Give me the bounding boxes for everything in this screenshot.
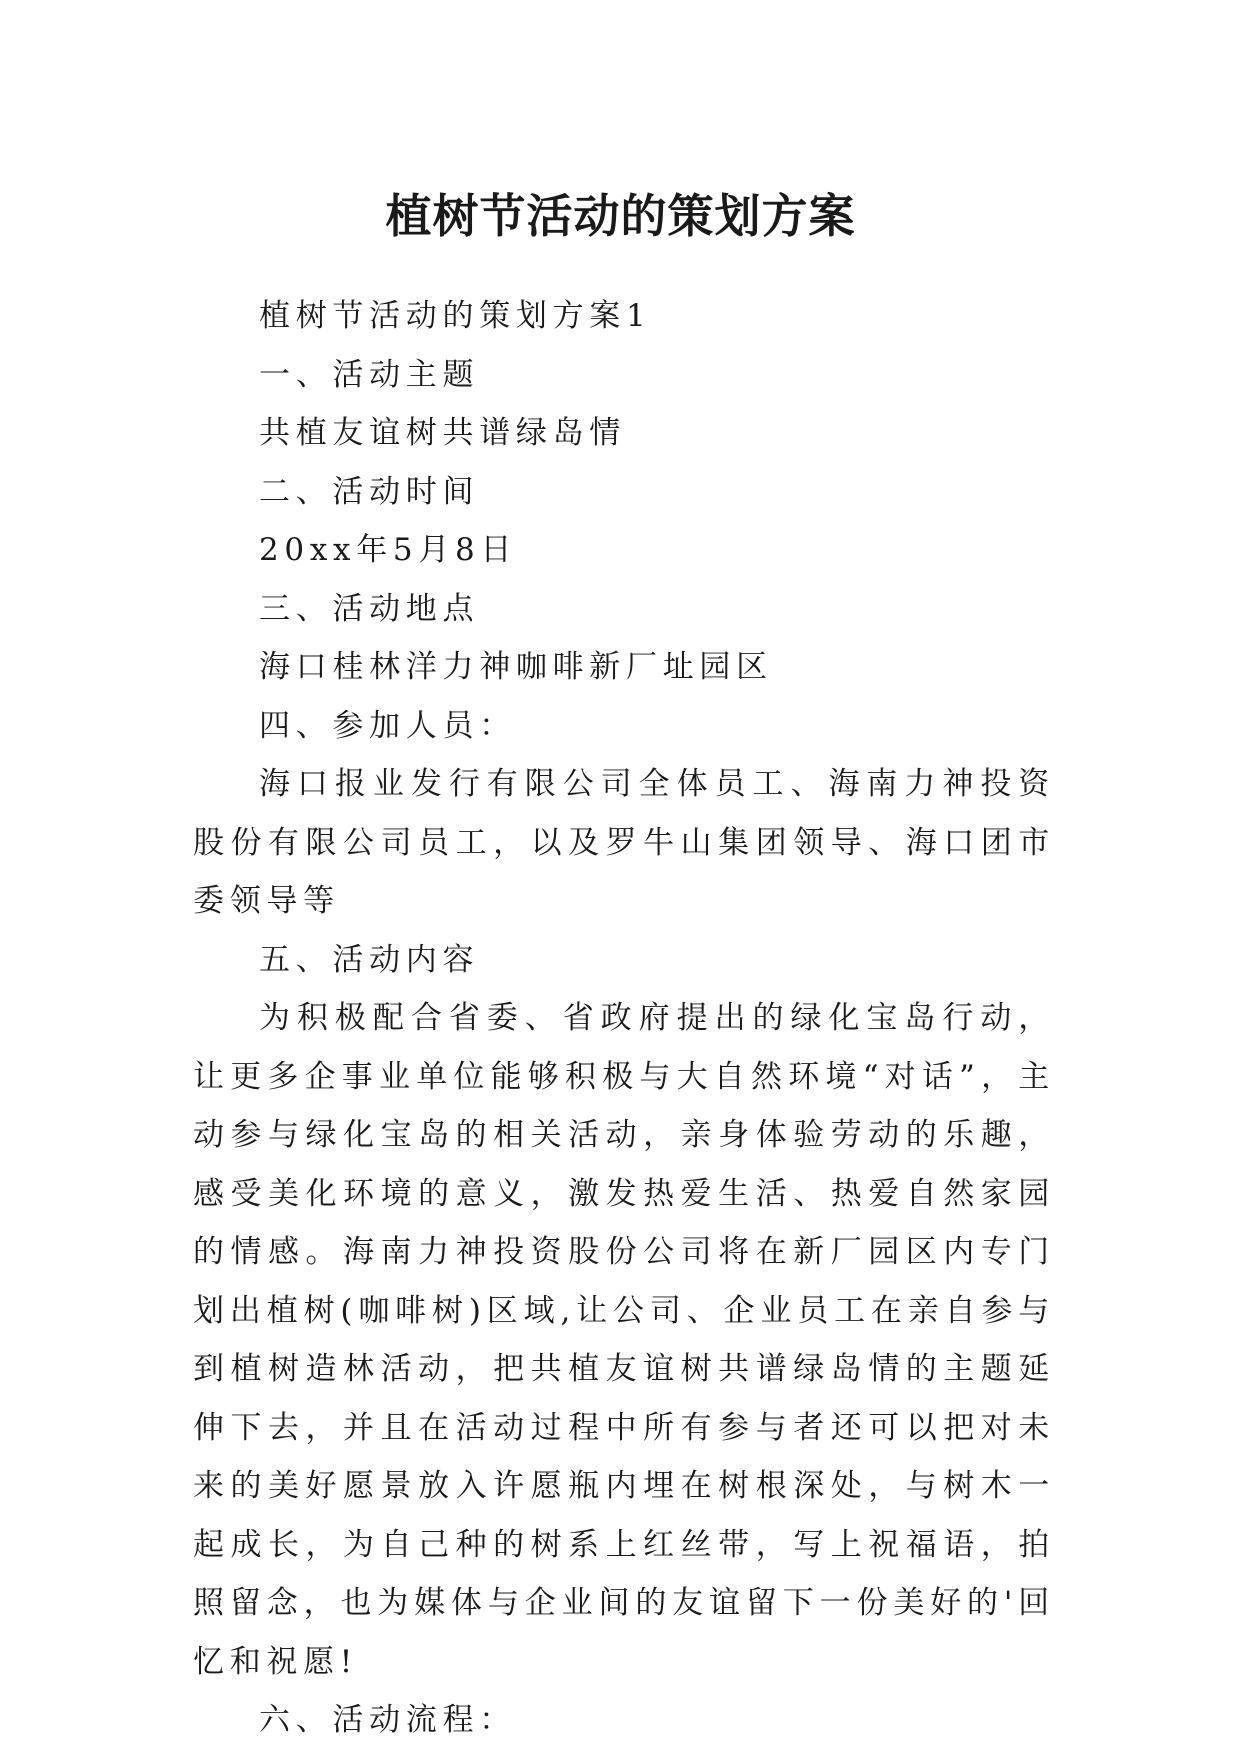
time-text: 20xx年5月8日 bbox=[259, 532, 518, 568]
section-heading-time: 二、活动时间 bbox=[259, 473, 480, 510]
section-heading-participants: 四、参加人员： bbox=[259, 707, 516, 744]
theme-text: 共植友谊树共谱绿岛情 bbox=[259, 415, 626, 451]
section-heading-theme: 一、活动主题 bbox=[259, 356, 480, 393]
plan-subtitle: 植树节活动的策划方案1 bbox=[259, 298, 652, 334]
section-heading-location: 三、活动地点 bbox=[259, 590, 480, 627]
document-body bbox=[193, 287, 1055, 1750]
document-title: 植树节活动的策划方案 bbox=[385, 188, 856, 243]
section-heading-process: 六、活动流程： bbox=[259, 1702, 516, 1738]
participants-text: 海口报业发行有限公司全体员工、海南力神投资股份有限公司员工，以及罗牛山集团领导、海口团市委领导等 bbox=[193, 766, 1055, 919]
content-text: 为积极配合省委、省政府提出的绿化宝岛行动，让更多企事业单位能够积极与大自然环境“对话”，主动参与绿化宝岛的相关活动，亲身体验劳动的乐趣，感受美化环境的意义，激发热爱生活、热爱自然家园的情感。海南力神投资股份公司将在新厂园区内专门划出植树(咖啡树)区域,让公司、企业员工在亲自参与到植树造林活动，把共植友谊树共谱绿岛情的主题延伸下去，并且在活动过程中所有参与者还可以把对未来的美好愿景放入许愿瓶内埋在树根深处，与树木一起成长，为自己种的树系上红丝带，写上祝福语，拍照留念，也为媒体与企业间的友谊留下一份美好的'回忆和祝愿! bbox=[193, 1000, 1055, 1680]
section-heading-content: 五、活动内容 bbox=[259, 941, 480, 978]
location-text: 海口桂林洋力神咖啡新厂址园区 bbox=[259, 649, 773, 685]
